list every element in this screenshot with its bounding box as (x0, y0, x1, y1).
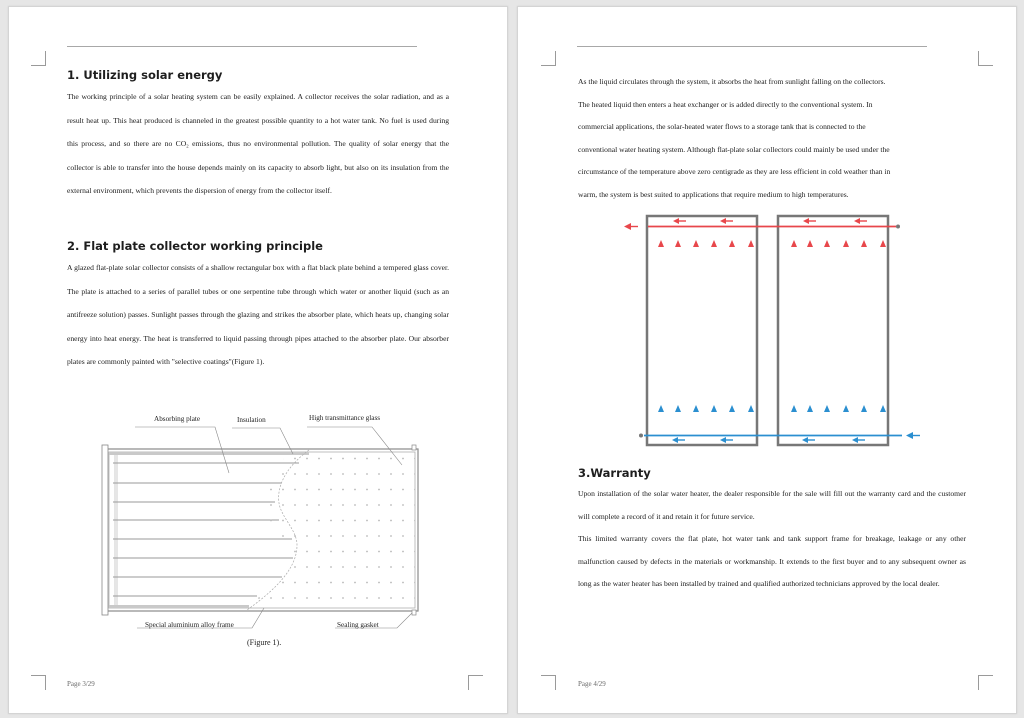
text-line: circumstance of the temperature above zero centigrade as they are less efficient in cold weather than in (578, 167, 891, 176)
text-line: warm, the system is best suited to applications that require medium to high temperatures. (578, 189, 849, 199)
document-page-4 (517, 6, 1017, 714)
margin-corner-mark (978, 675, 993, 690)
collector-flow-diagram (608, 207, 928, 452)
text-line: As the liquid circulates through the system, it absorbs the heat from sunlight falling on the collectors. (578, 77, 886, 86)
section-heading: 1. Utilizing solar energy (67, 68, 223, 82)
collector-cutaway-diagram (97, 405, 427, 655)
page-number: Page 4/29 (578, 680, 606, 688)
intro-paragraph (578, 71, 968, 206)
section-paragraph: The working principle of a solar heating system can be easily explained. A collector receives the solar radiation, and as a result heat up. This heat produced is channeled in the greatest possible quantity to a hot water tank. No fuel is used during this process, and so there are no CO₂ emissions, thus no environmental pollution. The quality of solar energy that the collector is able to transfer into the house depends mainly on its capacity to absorb light, but also on its insulation from the external environment, which prevents the dispersion of energy from the collector itself. (67, 92, 449, 196)
figure-label-glass: High transmittance glass (309, 414, 381, 422)
margin-corner-mark (31, 675, 46, 690)
section-heading: 3.Warranty (578, 466, 651, 480)
figure-label-gasket: Sealing gasket (337, 621, 379, 629)
intro-text (578, 71, 968, 206)
document-page-3 (8, 6, 508, 714)
margin-corner-mark (31, 51, 46, 66)
margin-corner-mark (541, 675, 556, 690)
section-utilizing-solar-energy (67, 68, 449, 203)
page-number: Page 3/29 (67, 680, 95, 688)
text-line: The heated liquid then enters a heat exchanger or is added directly to the conventional system. In (578, 99, 873, 109)
figure-1-flat-plate-collector (97, 405, 427, 655)
margin-corner-mark (468, 675, 483, 690)
text-line: conventional water heating system. Although flat-plate solar collectors could mainly be used under the (578, 144, 890, 154)
header-rule (577, 46, 927, 47)
margin-corner-mark (978, 51, 993, 66)
section-paragraph: This limited warranty covers the flat plate, hot water tank and tank support frame for breakage, leakage or any other malfunction caused by defects in the materials or workmanship. It extends to the first buyer and to any subsequent owner as long as the water heater has been installed by trained and qualified authorized technicians approved by the local dealer. (578, 534, 966, 588)
section-flat-plate-principle (67, 239, 449, 374)
margin-corner-mark (541, 51, 556, 66)
section-paragraph: Upon installation of the solar water heater, the dealer responsible for the sale will fill out the warranty card and the customer will complete a record of it and retain it for future service. (578, 489, 966, 521)
figure-label-absorbing-plate: Absorbing plate (154, 415, 201, 423)
section-heading: 2. Flat plate collector working principle (67, 239, 323, 253)
figure-caption: (Figure 1). (247, 638, 282, 647)
text-line: commercial applications, the solar-heated water flows to a storage tank that is connected to the (578, 122, 866, 131)
header-rule (67, 46, 417, 47)
figure-label-insulation: Insulation (237, 416, 266, 424)
section-warranty (578, 466, 966, 596)
section-paragraph: A glazed flat-plate solar collector consists of a shallow rectangular box with a flat black plate behind a tempered glass cover. The plate is attached to a series of parallel tubes or one serpentine tube through which water or another liquid (such as an antifreeze solution) passes. Sunlight passes through the glazing and strikes the absorber plate, which heats up, changing solar energy into heat energy. The heat is transferred to liquid passing through pipes attached to the absorber plate. Our absorber plates are commonly painted with "selective coatings"(Figure 1). (67, 263, 449, 367)
figure-label-frame: Special aluminium alloy frame (145, 621, 234, 629)
